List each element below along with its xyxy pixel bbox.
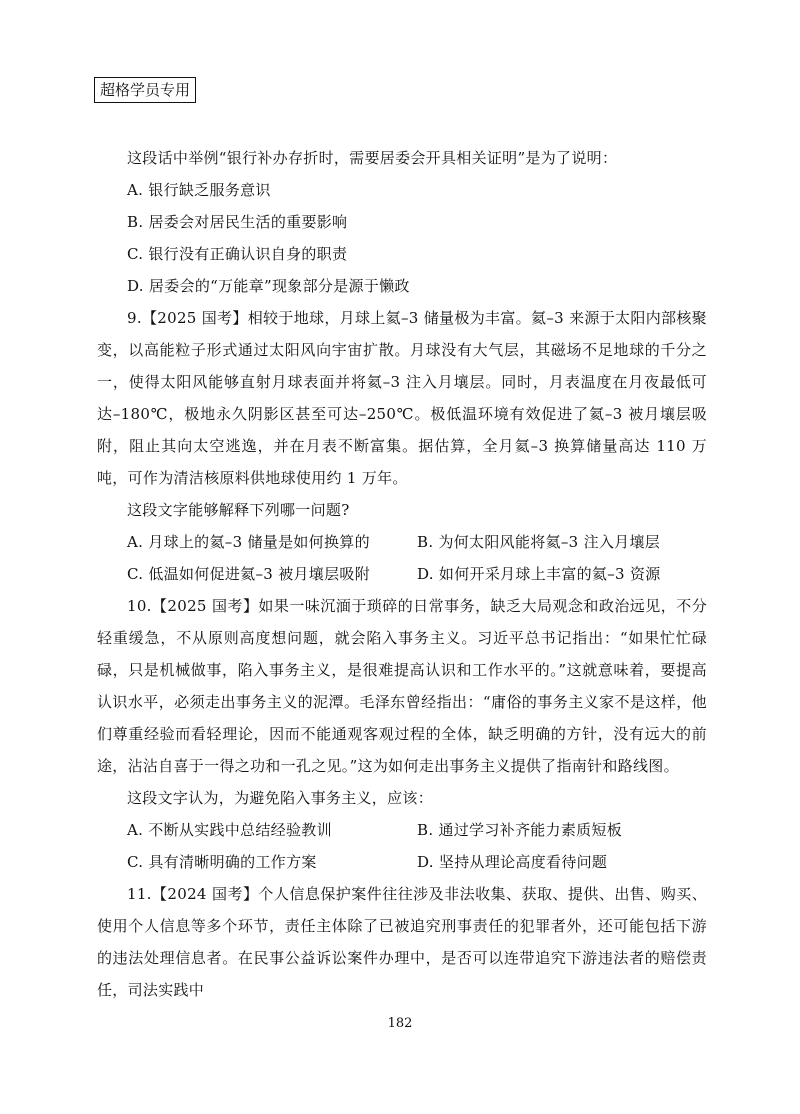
q11-passage: 11.【2024 国考】个人信息保护案件往往涉及非法收集、获取、提供、出售、购买、使用个人信息等多个环节，责任主体除了已被追究刑事责任的犯罪者外，还可能包括下游的违法处理信息者。在民事公益诉讼案件办理中，是否可以连带追究下游违法者的赔偿责任，司法实践中 [97, 885, 707, 999]
q8-option-b: B. 居委会对居民生活的重要影响 [127, 213, 348, 231]
q10-question: 这段文字认为，为避免陷入事务主义，应该： [127, 789, 434, 807]
q8-option-c: C. 银行没有正确认识自身的职责 [127, 245, 348, 263]
q10-options-row-2 [97, 846, 707, 878]
q10-option-c: C. 具有清晰明确的工作方案 [127, 853, 317, 871]
q9-option-b: B. 为何太阳风能将氦–3 注入月壤层 [417, 533, 661, 551]
q8-option-d: D. 居委会的“万能章”现象部分是源于懒政 [127, 277, 410, 295]
page-number: 182 [387, 1016, 413, 1031]
q9-question: 这段文字能够解释下列哪一问题? [127, 501, 350, 519]
q8-option-a: A. 银行缺乏服务意识 [127, 181, 271, 199]
q9-passage: 9.【2025 国考】相较于地球，月球上氦–3 储量极为丰富。氦–3 来源于太阳内部核聚变，以高能粒子形式通过太阳风向宇宙扩散。月球没有大气层，其磁场不足地球的千分之一，使得太阳风能够直射月球表面并将氦–3 注入月壤层。同时，月表温度在月夜最低可达–180℃，极地永久阴影区甚至可达–250℃。极低温环境有效促进了氦–3 被月壤层吸附，阻止其向太空逃逸，并在月表不断富集。据估算，全月氦–3 换算储量高达 110 万吨，可作为清洁核原料供地球使用约 1 万年。 [97, 309, 707, 487]
q9-options-row-1 [97, 526, 707, 558]
q10-option-a: A. 不断从实践中总结经验教训 [127, 821, 332, 839]
q10-option-b: B. 通过学习补齐能力素质短板 [417, 821, 623, 839]
q9-option-d: D. 如何开采月球上丰富的氦–3 资源 [417, 565, 661, 583]
page-content [97, 142, 707, 1006]
q10-option-d: D. 坚持从理论高度看待问题 [417, 853, 608, 871]
q9-options-row-2 [97, 558, 707, 590]
q10-passage: 10.【2025 国考】如果一味沉湎于琐碎的日常事务，缺乏大局观念和政治远见，不分轻重缓急，不从原则高度想问题，就会陷入事务主义。习近平总书记指出：“如果忙忙碌碌，只是机械做事，陷入事务主义，是很难提高认识和工作水平的。”这就意味着，要提高认识水平，必须走出事务主义的泥潭。毛泽东曾经指出：“庸俗的事务主义家不是这样，他们尊重经验而看轻理论，因而不能通观客观过程的全体，缺乏明确的方针，没有远大的前途，沾沾自喜于一得之功和一孔之见。”这为如何走出事务主义提供了指南针和路线图。 [97, 597, 707, 775]
q10-options-row-1 [97, 814, 707, 846]
q8-question: 这段话中举例“银行补办存折时，需要居委会开具相关证明”是为了说明： [127, 149, 618, 167]
student-only-stamp: 超格学员专用 [94, 77, 196, 103]
q9-option-a: A. 月球上的氦–3 储量是如何换算的 [127, 533, 370, 551]
q9-option-c: C. 低温如何促进氦–3 被月壤层吸附 [127, 565, 370, 583]
